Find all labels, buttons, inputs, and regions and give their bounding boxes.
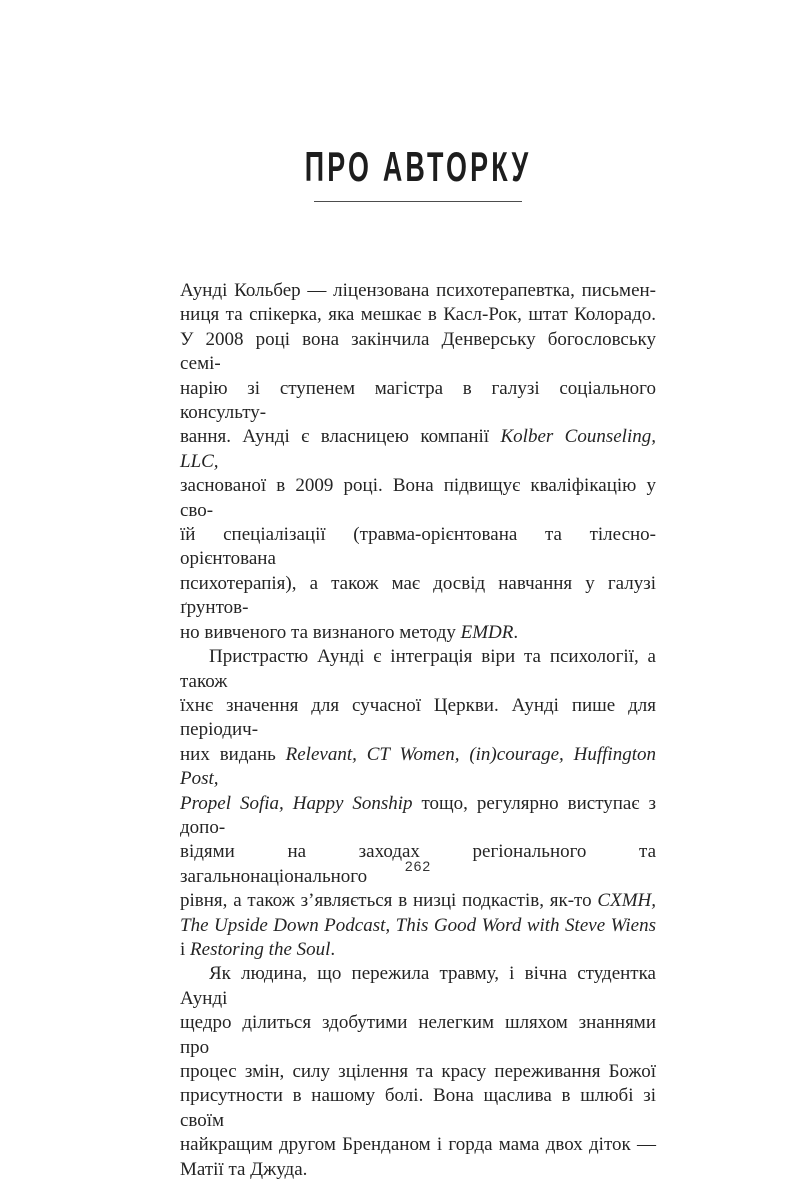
text-segment: відями на заходах регіонального та загальнонаціонального [180, 841, 656, 887]
text-line [180, 938, 656, 962]
page-title: ПРО АВТОРКУ [304, 143, 532, 190]
text-line [180, 889, 656, 913]
text-segment: них видань [180, 743, 286, 765]
text-line [180, 962, 656, 1011]
chapter-header [180, 143, 656, 202]
italic-text-segment: Propel Sofia, Happy Sonship [180, 792, 413, 814]
text-segment: ниця та спікерка, яка мешкає в Касл-Рок, штат Колорадо. [180, 304, 656, 326]
text-line [180, 621, 656, 645]
text-line [180, 1133, 656, 1157]
text-line [180, 425, 656, 474]
text-line [180, 523, 656, 572]
text-segment: Пристрастю Аунді є інтеграція віри та психології, а також [180, 646, 656, 692]
text-segment: тощо, регулярно виступає з допо- [180, 792, 656, 838]
text-segment: . [513, 621, 519, 643]
italic-text-segment: Relevant, CT Women, (in)courage, Huffington Post, [180, 743, 656, 790]
text-line [180, 694, 656, 743]
text-line [180, 1011, 656, 1060]
text-line [180, 303, 656, 327]
text-segment: нарію зі ступенем магістра в галузі соціального консульту- [180, 377, 656, 424]
page-number: 262 [404, 858, 432, 874]
text-line [180, 645, 656, 694]
italic-text-segment: The Upside Down Podcast, This Good Word with Steve Wiens [180, 914, 656, 936]
text-line [180, 914, 656, 938]
text-line [180, 1158, 656, 1182]
text-line [180, 279, 656, 303]
title-divider [314, 201, 522, 202]
text-segment: психотерапія), а також має досвід навчання у галузі ґрунтов- [180, 572, 656, 619]
text-line [180, 377, 656, 426]
text-segment: Аунді Кольбер — ліцензована психотерапевтка, письмен- [180, 280, 656, 301]
text-line [180, 572, 656, 621]
text-segment: Матії та Джуда. [180, 1158, 308, 1180]
text-segment: найкращим другом Бренданом і горда мама двох діток — [180, 1134, 656, 1156]
text-segment: рівня, а також з’являється в низці подкастів, як-то [180, 890, 598, 912]
text-segment: . [330, 938, 336, 960]
italic-text-segment: Kolber Counseling, LLC, [180, 426, 656, 472]
text-line [180, 1060, 656, 1084]
text-segment: У 2008 році вона закінчила Денверську богословську семі- [180, 328, 656, 375]
text-segment: процес змін, силу зцілення та красу переживання Божої [180, 1061, 656, 1082]
italic-text-segment: CXMH, [597, 890, 656, 912]
text-segment: їй спеціалізації (травма-орієнтована та тілесно-орієнтована [180, 524, 656, 570]
text-line [180, 792, 656, 841]
text-segment: присутности в нашому болі. Вона щаслива в шлюбі зі своїм [180, 1085, 656, 1131]
text-segment: вання. Аунді є власницею компанії [180, 426, 501, 448]
text-segment: і [180, 938, 191, 960]
text-line [180, 1084, 656, 1133]
italic-text-segment: Restoring the Soul [190, 938, 331, 960]
text-line [180, 328, 656, 377]
text-segment: їхнє значення для сучасної Церкви. Аунді пише для періодич- [180, 694, 656, 741]
italic-text-segment: EMDR [460, 621, 514, 643]
text-line [180, 474, 656, 523]
text-segment: заснованої в 2009 році. Вона підвищує кваліфікацію у сво- [180, 475, 656, 521]
text-segment: щедро ділиться здобутими нелегким шляхом знаннями про [180, 1012, 656, 1058]
text-line [180, 743, 656, 792]
text-segment: но вивченого та визнаного методу [180, 621, 461, 643]
text-segment: Як людина, що пережила травму, і вічна студентка Аунді [180, 963, 656, 1009]
page-footer [180, 858, 656, 876]
body-text [180, 279, 656, 1182]
